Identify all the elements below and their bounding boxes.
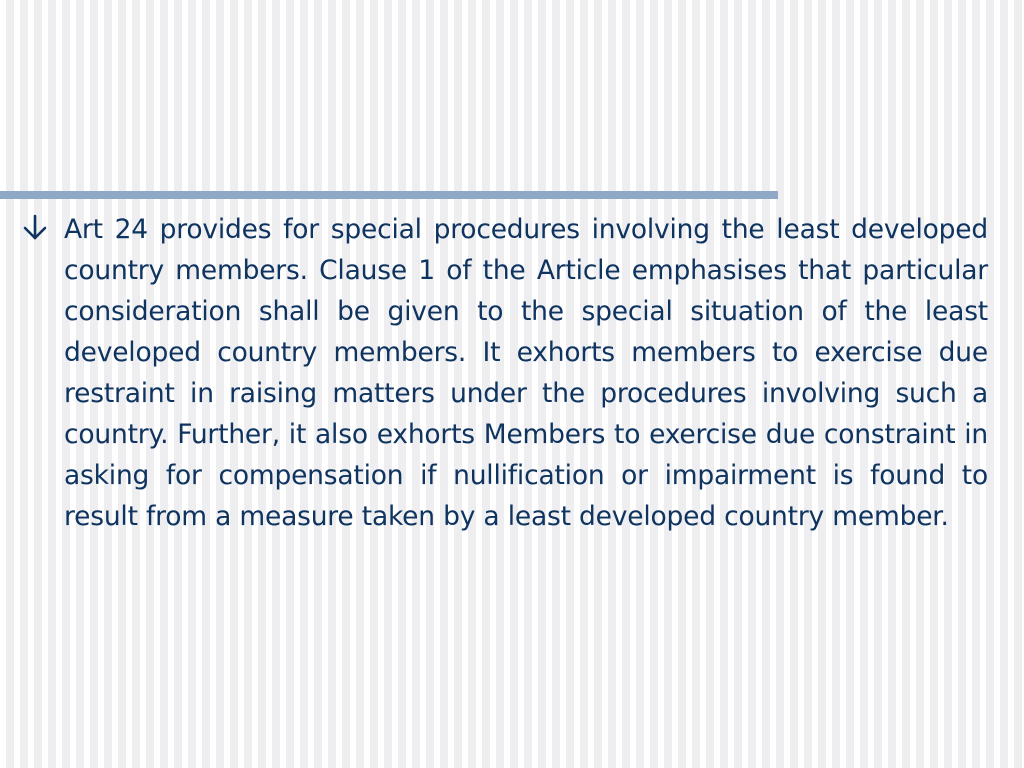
arrow-down-icon — [20, 213, 50, 243]
title-divider — [0, 191, 778, 199]
bullet-item — [20, 209, 988, 537]
bullet-text: Art 24 provides for special procedures involving the least developed country members. Clause 1 of the Article emphasises that particular consideration shall be given to the special situation of the least developed country members. It exhorts members to exercise due restraint in raising matters under the procedures involving such a country. Further, it also exhorts Members to exercise due constraint in asking for compensation if nullification or impairment is found to result from a measure taken by a least developed country member. — [64, 214, 988, 532]
